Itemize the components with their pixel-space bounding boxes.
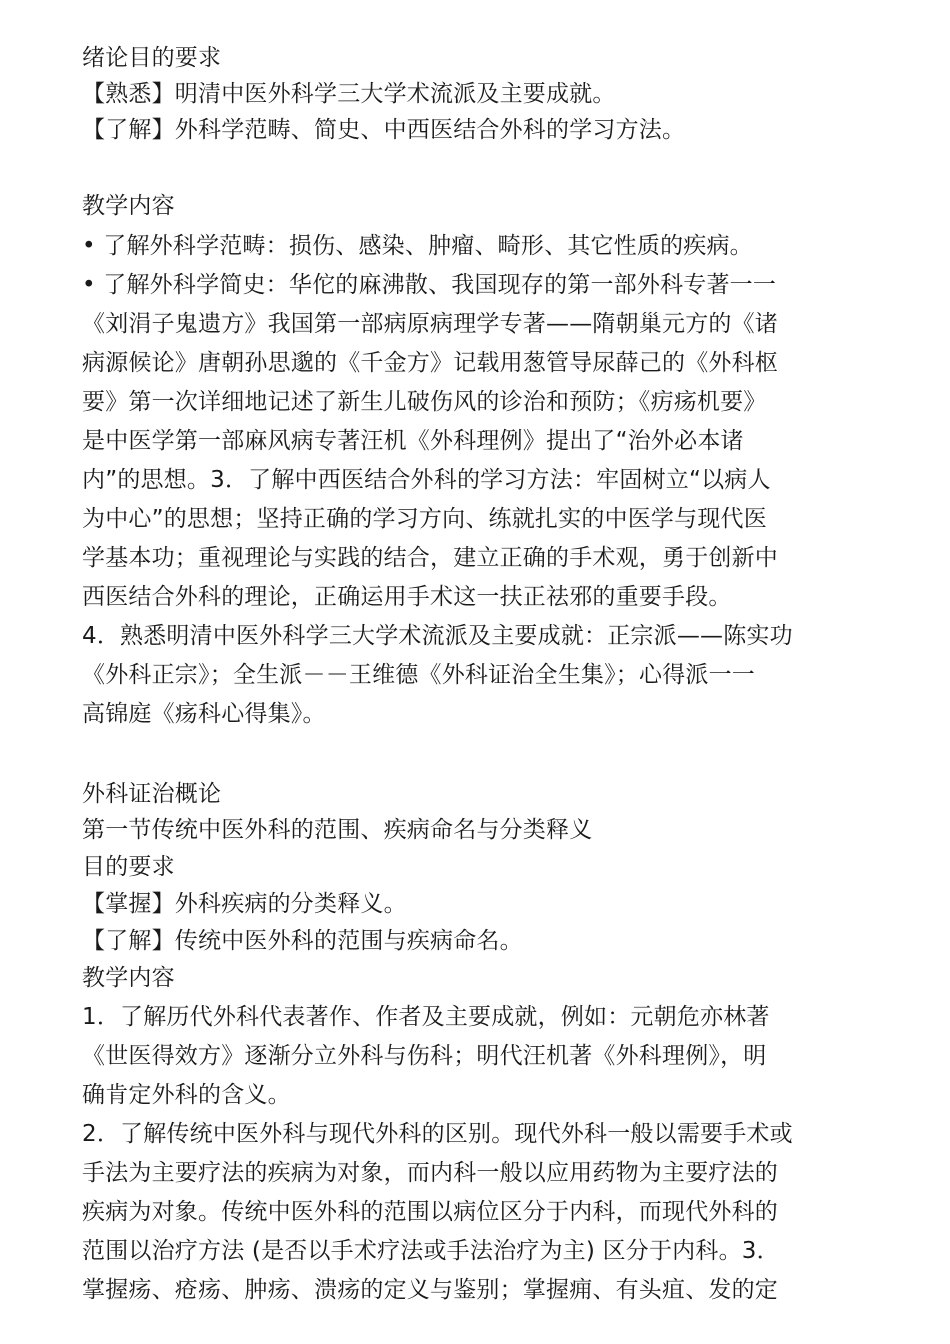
- section-heading: 第一节传统中医外科的范围、疾病命名与分类释义: [82, 817, 593, 843]
- paragraph-line: 《世医得效方》逐渐分立外科与伤科；明代汪机著《外科理例》，明: [82, 1043, 767, 1069]
- paragraph-line: 高锦庭《疡科心得集》。: [82, 701, 326, 727]
- paragraph-line: 4．熟悉明清中医外科学三大学术流派及主要成就：正宗派——陈实功: [82, 623, 793, 649]
- paragraph-line: 2．了解传统中医外科与现代外科的区别。现代外科一般以需要手术或: [82, 1121, 793, 1147]
- paragraph-line: 疾病为对象。传统中医外科的范围以病位区分于内科，而现代外科的: [82, 1199, 778, 1225]
- paragraph-line: 是中医学第一部麻风病专著汪机《外科理例》提出了“治外必本诸: [82, 428, 744, 454]
- paragraph-line: 要》第一次详细地记述了新生儿破伤风的诊治和预防；《疠疡机要》: [82, 389, 767, 415]
- section-heading-teaching-content: 教学内容: [82, 193, 175, 219]
- section-heading-intro-objectives: 绪论目的要求: [82, 45, 222, 71]
- objective-understand: 【了解】传统中医外科的范围与疾病命名。: [82, 928, 523, 954]
- bullet-item: • 了解外科学简史：华佗的麻沸散、我国现存的第一部外科专著一一: [82, 272, 777, 298]
- objective-master: 【掌握】外科疾病的分类释义。: [82, 891, 407, 917]
- bullet-item: • 了解外科学范畴：损伤、感染、肿瘤、畸形、其它性质的疾病。: [82, 233, 753, 259]
- paragraph-line: 手法为主要疗法的疾病为对象，而内科一般以应用药物为主要疗法的: [82, 1160, 778, 1186]
- subheading-teaching-content: 教学内容: [82, 965, 175, 991]
- paragraph-line: 确肯定外科的含义。: [82, 1082, 291, 1108]
- paragraph-line: 《外科正宗》；全生派－－王维德《外科证治全生集》；心得派一一: [82, 662, 755, 688]
- paragraph-line: 掌握疡、疮疡、肿疡、溃疡的定义与鉴别；掌握痈、有头疽、发的定: [82, 1277, 778, 1303]
- paragraph-line: 西医结合外科的理论，正确运用手术这一扶正祛邪的重要手段。: [82, 584, 732, 610]
- chapter-heading: 外科证治概论: [82, 781, 222, 807]
- paragraph-line: 《刘涓子鬼遗方》我国第一部病原病理学专著——隋朝巢元方的《诸: [82, 311, 778, 337]
- paragraph-line: 内”的思想。3．了解中西医结合外科的学习方法：牢固树立“以病人: [82, 467, 771, 493]
- paragraph-line: 病源候论》唐朝孙思邈的《千金方》记载用葱管导尿薛己的《外科枢: [82, 350, 778, 376]
- objective-understand: 【了解】外科学范畴、简史、中西医结合外科的学习方法。: [82, 117, 686, 143]
- paragraph-line: 范围以治疗方法 (是否以手术疗法或手法治疗为主) 区分于内科。3．: [82, 1238, 780, 1264]
- objective-familiar: 【熟悉】明清中医外科学三大学术流派及主要成就。: [82, 81, 616, 107]
- subheading-objectives: 目的要求: [82, 854, 175, 880]
- paragraph-line: 为中心”的思想；坚持正确的学习方向、练就扎实的中医学与现代医: [82, 506, 767, 532]
- paragraph-line: 1．了解历代外科代表著作、作者及主要成就，例如：元朝危亦林著: [82, 1004, 770, 1030]
- paragraph-line: 学基本功；重视理论与实践的结合，建立正确的手术观，勇于创新中: [82, 545, 778, 571]
